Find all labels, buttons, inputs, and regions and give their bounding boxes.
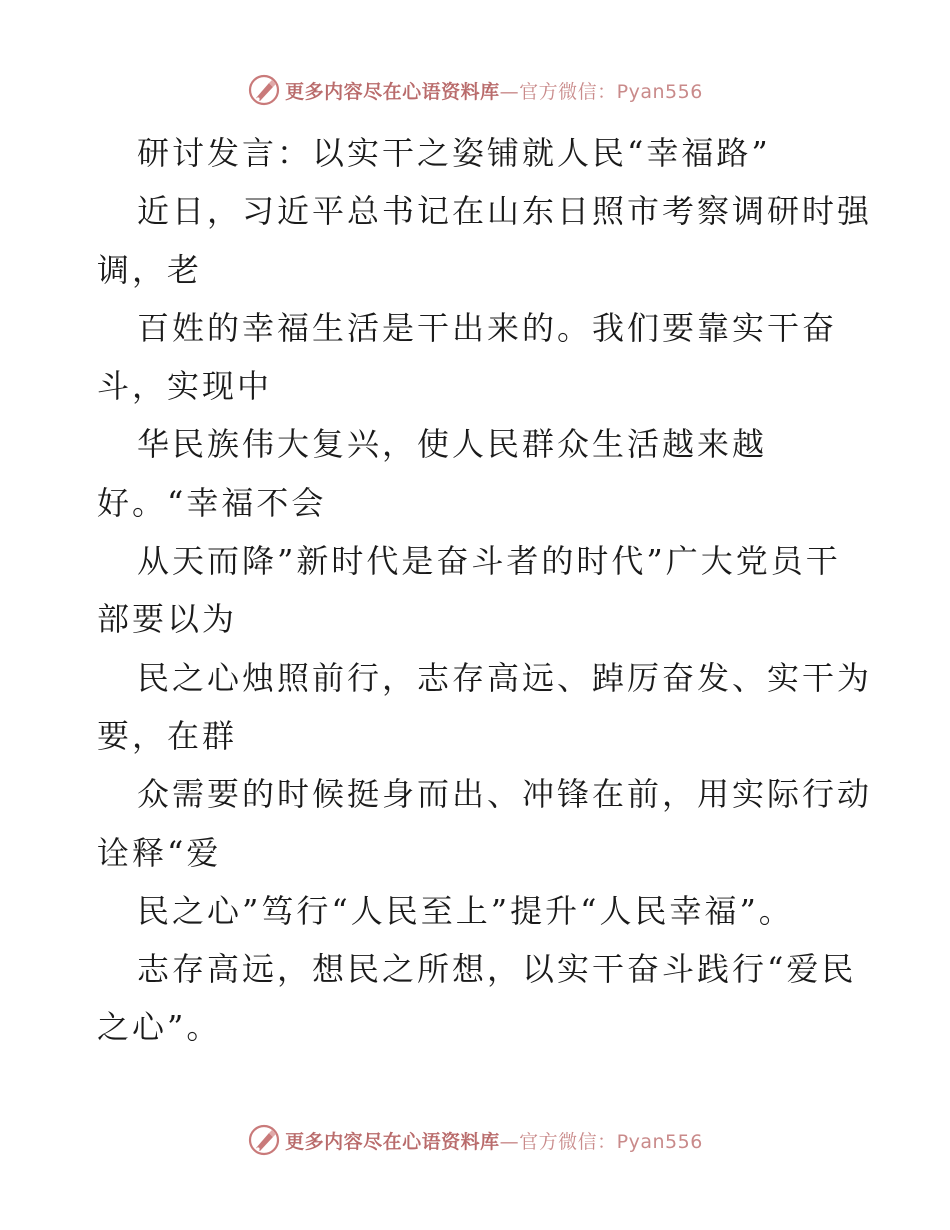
paragraph-line: 斗，实现中 [97,367,273,406]
watermark-text [285,1127,703,1154]
footer-watermark [0,1120,950,1160]
paragraph-line: 之心”。 [97,1008,222,1047]
paragraph-line: 要，在群 [97,716,238,755]
document-title: 研讨发言：以实干之姿铺就人民“幸福路” [137,134,771,172]
paragraph-line: 诠释“爱 [97,833,222,872]
pen-logo-icon [247,73,281,107]
pen-logo-icon [247,1123,281,1157]
watermark-contact: 官方微信：Pyan556 [519,80,703,103]
paragraph-line: 部要以为 [97,600,238,639]
watermark-contact: 官方微信：Pyan556 [519,1130,703,1153]
document-body [97,124,873,1057]
header-watermark [0,70,950,110]
paragraph-line: 民之心”笃行“人民至上”提升“人民幸福”。 [137,891,794,930]
paragraph-line: 华民族伟大复兴，使人民群众生活越来越 [137,425,768,464]
paragraph-line: 从天而降”新时代是奋斗者的时代”广大党员干 [137,542,841,581]
watermark-separator: — [499,80,520,103]
watermark-separator: — [499,1130,520,1153]
watermark-text [285,77,703,104]
watermark-brand: 更多内容尽在心语资料库 [285,80,500,103]
paragraph-line: 众需要的时候挺身而出、冲锋在前，用实际行动 [137,775,873,814]
paragraph-line: 调，老 [97,250,203,289]
paragraph-line: 近日，习近平总书记在山东日照市考察调研时强 [137,192,873,231]
watermark-brand: 更多内容尽在心语资料库 [285,1130,500,1153]
paragraph-line: 好。“幸福不会 [97,483,327,522]
paragraph-line: 志存高远，想民之所想，以实干奋斗践行“爱民 [137,950,857,989]
paragraph-line: 百姓的幸福生活是干出来的。我们要靠实干奋 [137,308,838,347]
paragraph-line: 民之心烛照前行，志存高远、踔厉奋发、实干为 [137,658,873,697]
